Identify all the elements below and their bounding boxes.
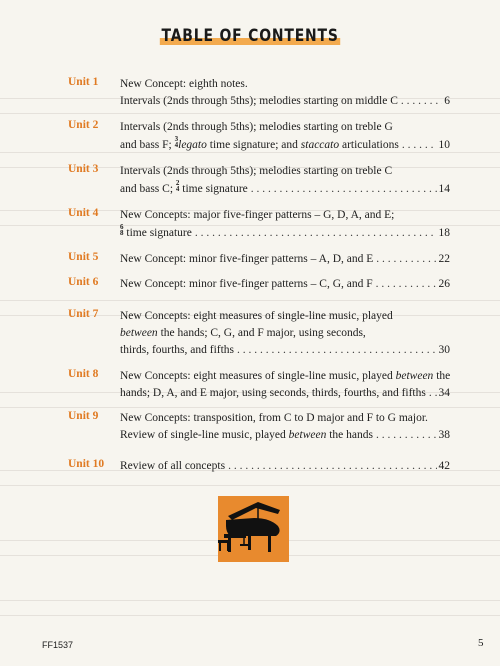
unit-label: Unit 7: [68, 308, 99, 320]
unit-label: Unit 3: [68, 163, 99, 175]
unit-description: [120, 251, 450, 268]
dot-leader: [402, 137, 437, 154]
page-ref: 42: [438, 460, 450, 472]
page-ref: 14: [438, 183, 450, 195]
page-ref: 30: [438, 344, 450, 356]
description-line: [120, 224, 450, 242]
page-ref: 26: [438, 278, 450, 290]
line-text: [120, 76, 248, 93]
dot-leader: [429, 385, 437, 402]
description-line: [120, 163, 450, 180]
unit-label: Unit 9: [68, 410, 99, 422]
text-segment: thirds, fourths, and fifths: [120, 344, 235, 356]
line-text: [120, 325, 366, 342]
dot-leader: [376, 427, 437, 444]
text-segment: Intervals (2nds through 5ths); melodies starting on middle C: [120, 95, 398, 107]
description-line: [120, 276, 450, 293]
unit-description: [120, 410, 450, 444]
text-segment: and bass F;: [120, 139, 175, 151]
time-signature: 6 8: [120, 223, 124, 237]
line-text: [120, 119, 393, 136]
time-signature: 3 4: [174, 135, 179, 149]
unit-description: [120, 119, 450, 154]
italic-term: legato: [178, 139, 207, 151]
description-line: [120, 308, 450, 325]
italic-term: between: [120, 327, 158, 339]
text-segment: New Concepts: eight measures of single-line music, played: [120, 370, 396, 382]
description-line: [120, 93, 450, 110]
text-segment: New Concept: minor five-finger patterns – C, G, and F: [120, 278, 373, 290]
text-segment: New Concept: minor five-finger patterns – A, D, and E: [120, 253, 374, 265]
line-text: [120, 368, 450, 385]
text-segment: Intervals (2nds through 5ths); melodies starting on treble C: [120, 165, 393, 177]
description-line: [120, 410, 450, 427]
description-line: [120, 136, 450, 154]
italic-term: between: [288, 429, 327, 441]
line-text: [120, 308, 393, 325]
text-segment: time signature;: [206, 139, 282, 151]
line-text: [120, 342, 234, 359]
dot-leader: [228, 458, 436, 475]
unit-description: [120, 163, 450, 198]
dot-leader: [237, 342, 436, 359]
italic-term: between: [395, 370, 434, 382]
dot-leader: [376, 276, 437, 293]
unit-description: [120, 76, 450, 110]
unit-label: Unit 6: [68, 276, 99, 288]
text-segment: Review of single-line music, played: [120, 429, 289, 441]
description-line: [120, 180, 450, 198]
page-ref: 34: [438, 387, 450, 399]
text-segment: and: [281, 139, 301, 151]
line-text: [120, 410, 428, 427]
page-ref: 6: [444, 95, 450, 107]
line-text: [120, 180, 248, 198]
toc-title-wrap: [0, 26, 500, 46]
description-line: [120, 342, 450, 359]
text-segment: and bass C;: [120, 183, 176, 195]
text-segment: hands; D, A, and E major, using seconds, thirds, fourths, and fifths: [120, 387, 426, 399]
text-segment: New Concepts: transposition, from C to D major and F to G major.: [120, 412, 428, 424]
italic-term: staccato: [300, 139, 340, 151]
text-segment: the: [433, 370, 451, 382]
text-segment: time signature: [179, 183, 248, 195]
unit-description: [120, 308, 450, 359]
line-text: [120, 163, 392, 180]
unit-label: Unit 1: [68, 76, 99, 88]
text-segment: articulations: [339, 139, 399, 151]
text-segment: Review of all concepts: [120, 460, 226, 472]
page-ref: 10: [438, 139, 450, 151]
page-ref: 22: [438, 253, 450, 265]
description-line: [120, 325, 450, 342]
text-segment: time signature: [123, 227, 192, 239]
text-segment: the hands: [326, 429, 373, 441]
line-text: [120, 136, 399, 154]
line-text: [120, 458, 225, 475]
text-segment: New Concept: eighth notes.: [120, 78, 248, 90]
text-segment: New Concepts: major five-finger patterns – G, D, A, and E;: [120, 209, 395, 221]
description-line: [120, 207, 450, 224]
line-text: [120, 207, 394, 224]
line-text: [120, 224, 192, 242]
unit-description: [120, 458, 450, 475]
text-segment: the hands; C, G, and F major, using seconds,: [157, 327, 366, 339]
text-segment: Intervals (2nds through 5ths); melodies starting on treble G: [120, 121, 393, 133]
page-ref: 18: [438, 227, 450, 239]
unit-label: Unit 8: [68, 368, 99, 380]
dot-leader: [251, 181, 437, 198]
unit-label: Unit 10: [68, 458, 105, 470]
dot-leader: [195, 225, 437, 242]
page-ref: 38: [438, 429, 450, 441]
line-text: [120, 385, 426, 402]
description-line: [120, 385, 450, 402]
unit-label: Unit 2: [68, 119, 99, 131]
description-line: [120, 368, 450, 385]
dot-leader: [401, 93, 442, 110]
description-line: [120, 458, 450, 475]
line-text: [120, 251, 373, 268]
line-text: [120, 93, 398, 110]
line-text: [120, 276, 373, 293]
text-segment: New Concepts: eight measures of single-line music, played: [120, 310, 393, 322]
line-text: [120, 427, 373, 444]
unit-description: [120, 276, 450, 293]
page-number: 5: [478, 637, 484, 649]
description-line: [120, 427, 450, 444]
unit-description: [120, 207, 450, 242]
grand-piano-icon: [218, 496, 289, 562]
unit-label: Unit 5: [68, 251, 99, 263]
unit-description: [120, 368, 450, 402]
catalog-code: FF1537: [42, 640, 74, 650]
unit-label: Unit 4: [68, 207, 99, 219]
page-title: TABLE OF CONTENTS: [156, 26, 343, 46]
description-line: [120, 119, 450, 136]
description-line: [120, 76, 450, 93]
piano-illustration: [218, 496, 289, 562]
description-line: [120, 251, 450, 268]
time-signature: 2 4: [175, 179, 180, 193]
dot-leader: [376, 251, 436, 268]
